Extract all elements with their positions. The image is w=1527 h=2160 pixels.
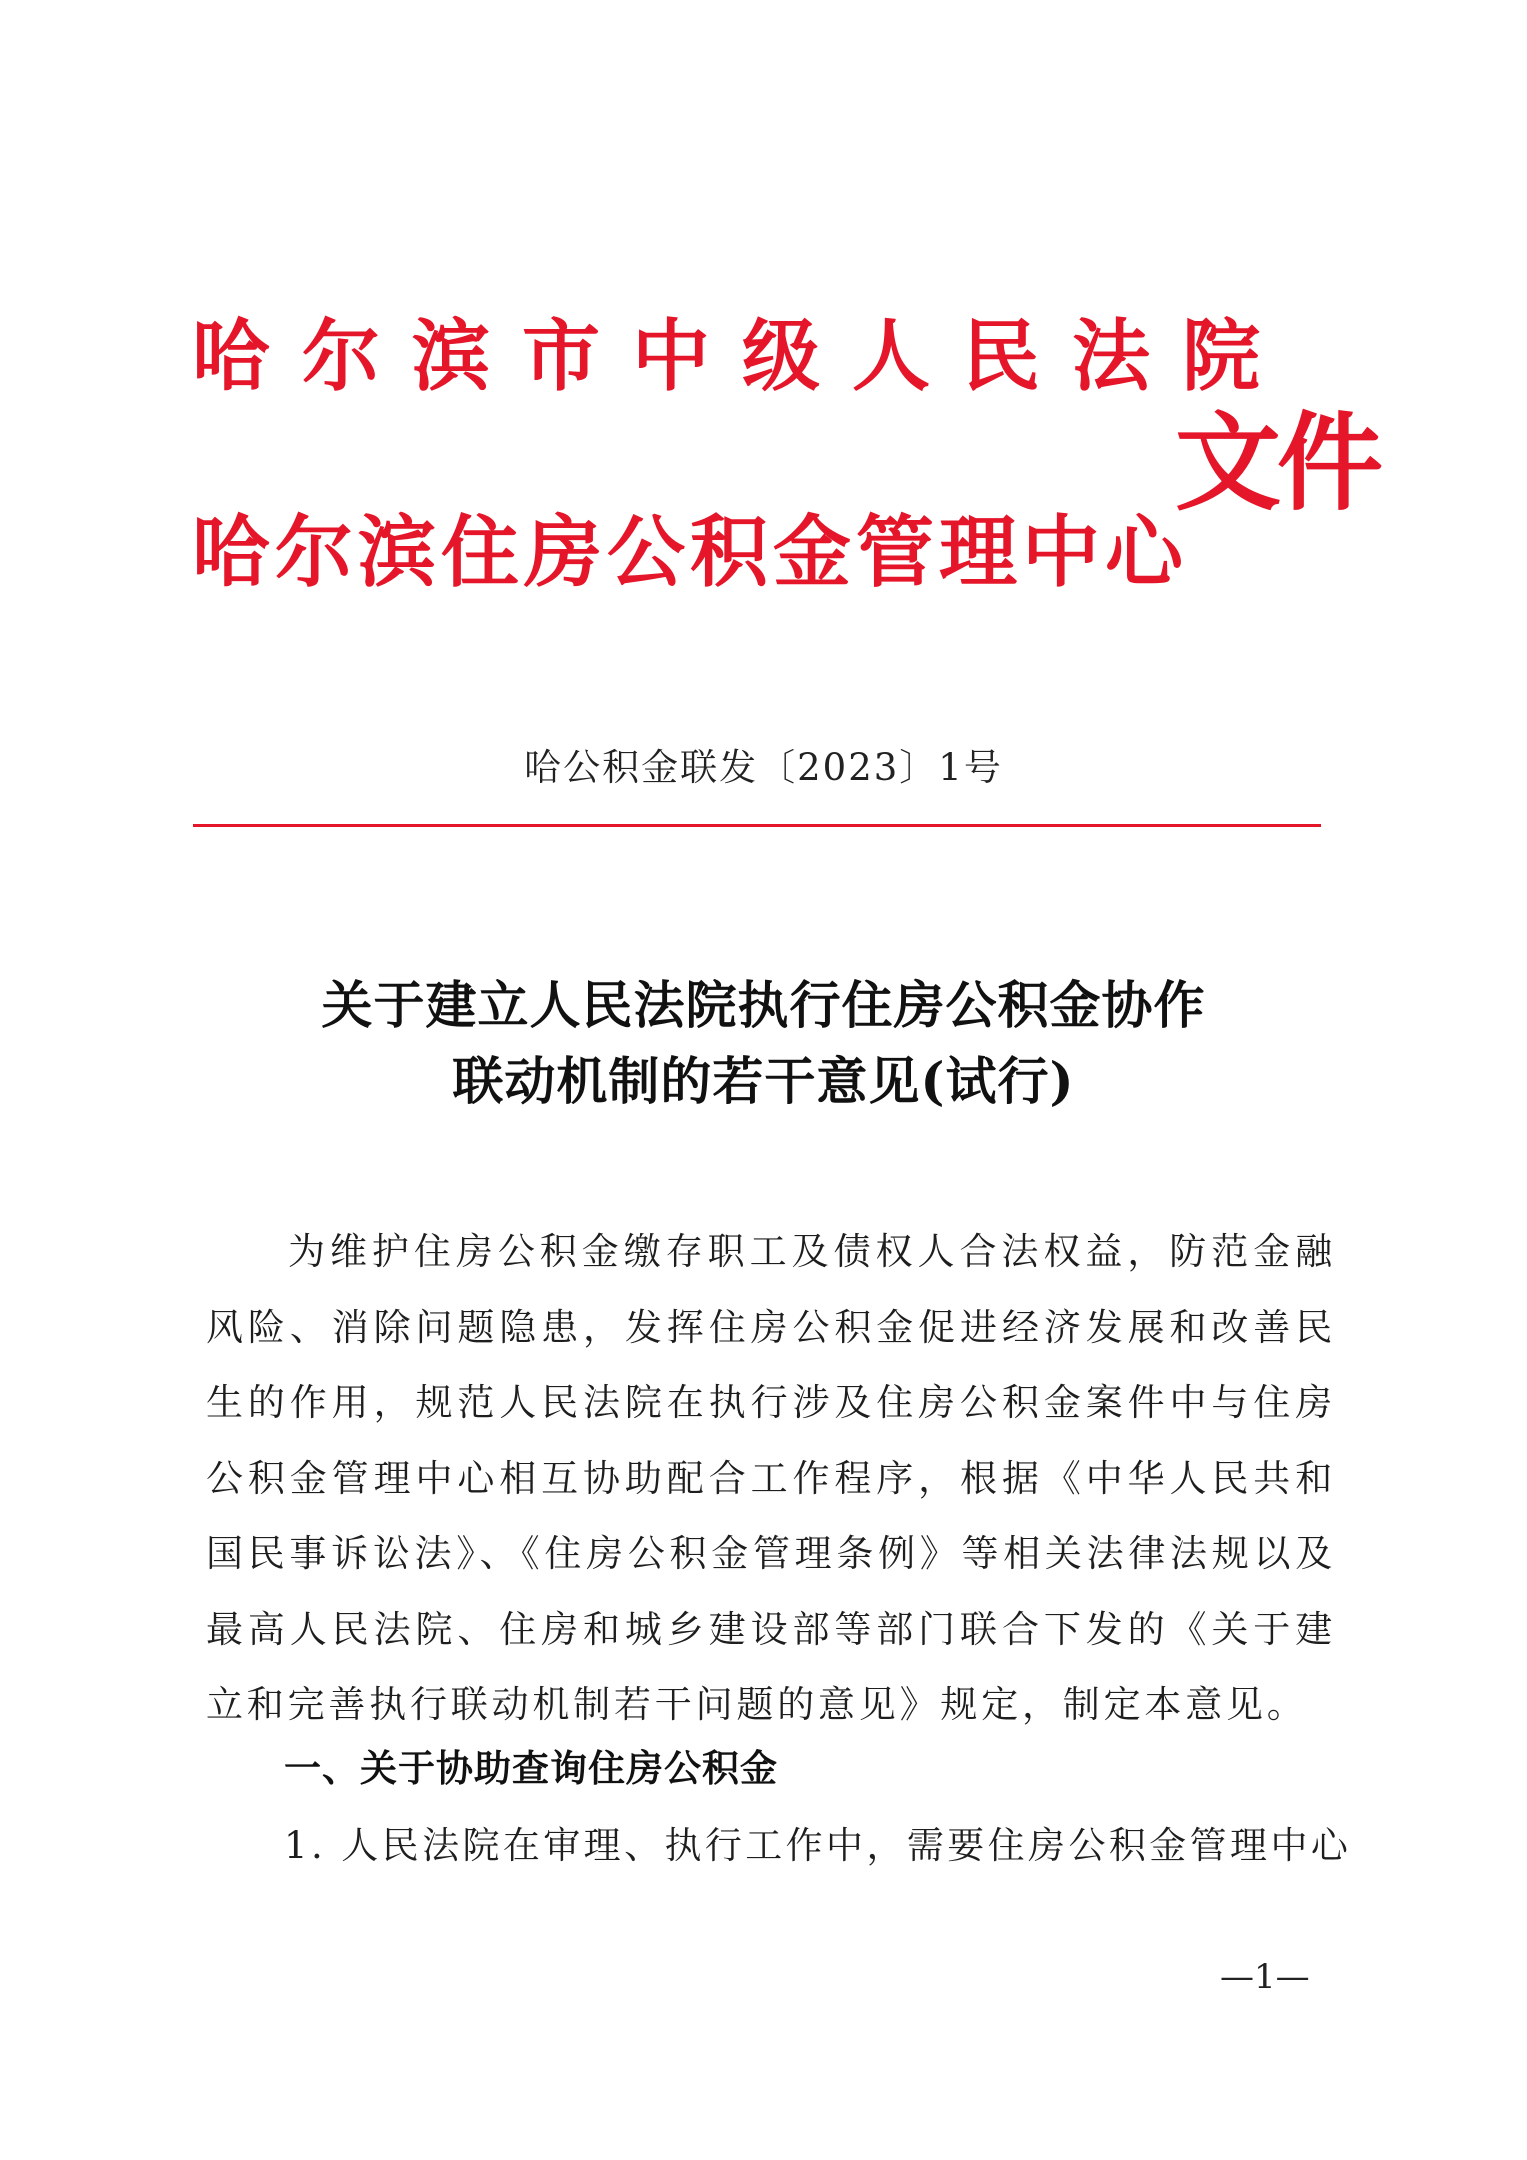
preamble-paragraph: 为维护住房公积金缴存职工及债权人合法权益，防范金融风险、消除问题隐患，发挥住房公积金促进经济发展和改善民生的作用，规范人民法院在执行涉及住房公积金案件中与住房公积金管理中心相互协助配合工作程序，根据《中华人民共和国民事诉讼法》、《住房公积金管理条例》等相关法律法规以及最高人民法院、住房和城乡建设部等部门联合下发的《关于建立和完善执行联动机制若干问题的意见》规定，制定本意见。 xyxy=(206,1230,1336,1726)
document-number: 哈公积金联发〔2023〕1号 xyxy=(524,746,1003,789)
red-separator-line xyxy=(193,824,1321,827)
page-number: —1— xyxy=(1220,1957,1310,1997)
section-heading-1: 一、关于协助查询住房公积金 xyxy=(284,1747,778,1790)
item-1-text: 1. 人民法院在审理、执行工作中，需要住房公积金管理中心 xyxy=(284,1824,1352,1867)
document-label: 文件 xyxy=(1175,400,1379,525)
document-title-line-2: 联动机制的若干意见(试行) xyxy=(452,1052,1075,1112)
issuer-court-name: 哈尔滨市中级人民法院 xyxy=(192,311,1293,402)
document-title-line-1: 关于建立人民法院执行住房公积金协作 xyxy=(321,976,1206,1036)
issuer-center-name: 哈尔滨住房公积金管理中心 xyxy=(192,507,1189,598)
